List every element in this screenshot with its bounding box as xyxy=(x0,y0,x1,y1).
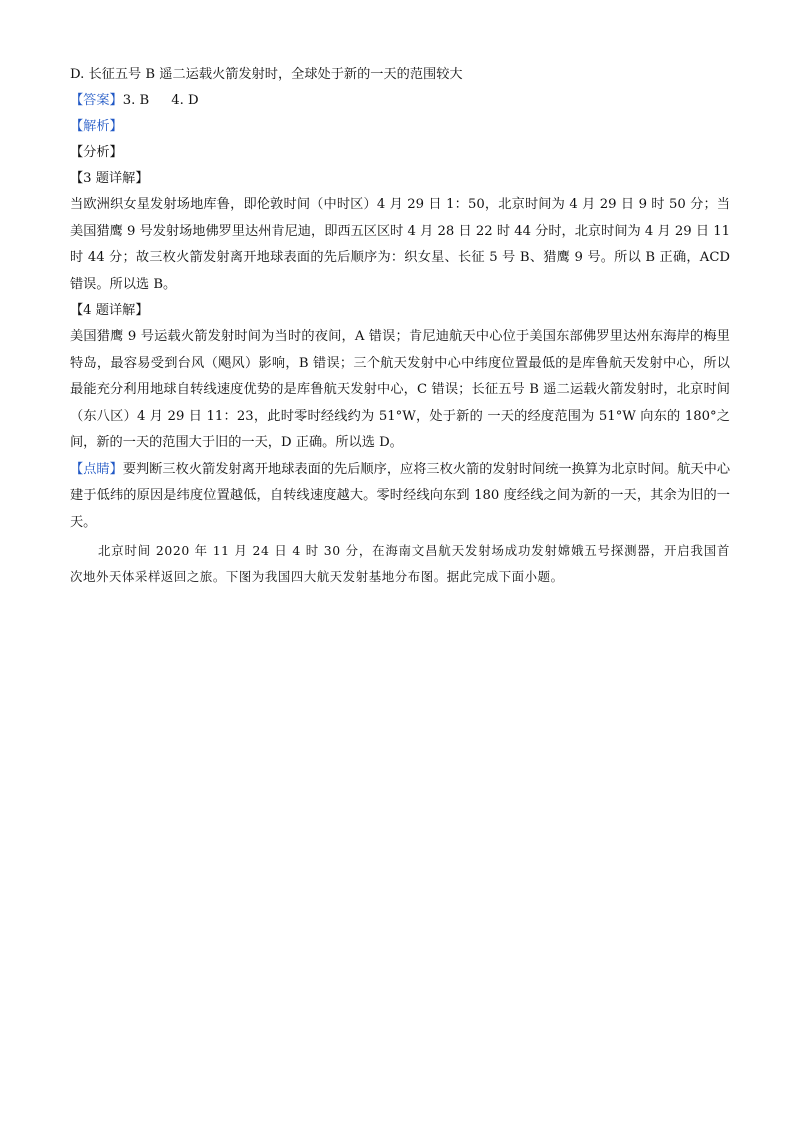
jiexi-tag: 【解析】 xyxy=(70,119,123,134)
dianjing-paragraph xyxy=(70,457,730,537)
dianjing-text: 要判断三枚火箭发射离开地球表面的先后顺序，应将三枚火箭的发射时间统一换算为北京时间。航天中心建于低纬的原因是纬度位置越低，自转线速度越大。零时经线向东到 180 度经线之间为新的一天，其余为旧的一天。 xyxy=(70,461,731,530)
answer-tag: 【答案】 xyxy=(70,93,123,108)
q4-detail-text: 美国猎鹰 9 号运载火箭发射时间为当时的夜间，A 错误；肯尼迪航天中心位于美国东部佛罗里达州东海岸的梅里特岛，最容易受到台风（飓风）影响，B 错误；三个航天发射中心中纬度位置最低的是库鲁航天发射中心，所以最能充分利用地球自转线速度优势的是库鲁航天发射中心，C 错误；长征五号 B 遥二运载火箭发射时，北京时间（东八区）4 月 29 日 11：23，此时零时经线约为 51°W，处于新的 一天的经度范围为 51°W 向东的 180°之间，新的一天的范围大于旧的一天，D 正确。所以选 D。 xyxy=(70,329,730,450)
fenxi-heading: 【分析】 xyxy=(70,145,123,160)
option-d: D. 长征五号 B 遥二运载火箭发射时，全球处于新的一天的范围较大 xyxy=(70,67,463,82)
dianjing-tag: 【点睛】 xyxy=(70,461,123,477)
answer-q4: 4. D xyxy=(171,93,199,108)
q3-detail-text: 当欧洲织女星发射场地库鲁，即伦敦时间（中时区）4 月 29 日 1：50，北京时间为 4 月 29 日 9 时 50 分；当美国猎鹰 9 号发射场地佛罗里达州肯尼迪，即西五区区时 4 月 28 日 22 时 44 分时，北京时间为 4 月 29 日 11 时 44 分；故三枚火箭发射离开地球表面的先后顺序为：织女星、长征 5 号 B、猎鹰 9 号。所以 B 正确，ACD 错误。所以选 B。 xyxy=(70,197,730,292)
q4-detail-heading: 【4 题详解】 xyxy=(70,303,149,318)
answer-q3: 3. B xyxy=(122,93,150,108)
material-paragraph: 北京时间 2020 年 11 月 24 日 4 时 30 分，在海南文昌航天发射场成功发射嫦娥五号探测器，开启我国首次地外天体采样返回之旅。下图为我国四大航天发射基地分布图。据此完成下面小题。 xyxy=(70,543,730,584)
answer-line xyxy=(70,88,730,114)
q3-detail-heading: 【3 题详解】 xyxy=(70,171,149,186)
document-page xyxy=(70,62,730,590)
